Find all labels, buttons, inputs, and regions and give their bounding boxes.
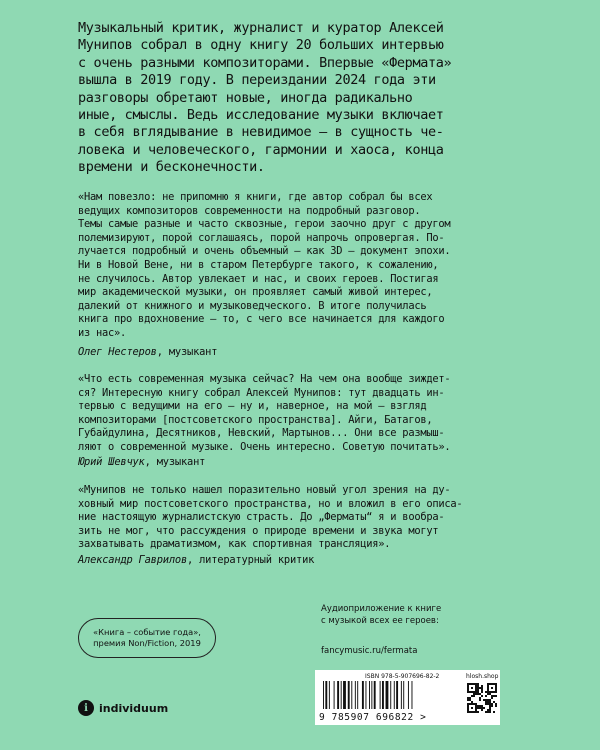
award-line-2: премия Non/Fiction, 2019 bbox=[93, 638, 201, 648]
author-name-1: Олег Нестеров bbox=[78, 346, 157, 358]
shop-url: hlosh.shop bbox=[466, 673, 499, 680]
quote-text-1: «Нам повезло: не припомню я книги, где автор собрал бы всех ведущих композиторов современности на подробный разговор. Темы самые разные и часто сквозные, герои заочно друг с другом полемизируют, порой соглашаясь, порой напрочь опровергая. По- лучается подробный и очень объемный – как 3D – документ эпохи. Ни в Новой Вене, ни в старом Петербурге такого, к сожалению, не случилось. Автор увлекает и нас, и своих героев. Постигая мир академической музыки, он проявляет самый живой интерес, далекий от книжного и музыковедческого. В итоге получилась книга про вдохновение – то, с чего все начинается для каждого из нас». bbox=[78, 191, 451, 339]
author-role-1: , музыкант bbox=[156, 346, 218, 358]
barcode-digits: 9 785907 696822 > bbox=[319, 712, 427, 723]
publisher-logo bbox=[78, 700, 168, 716]
author-role-3: , литературный критик bbox=[187, 554, 315, 566]
quote-author-1 bbox=[78, 346, 217, 359]
publisher-logo-icon: i bbox=[78, 700, 94, 716]
audio-supplement-text: Аудиоприложение к книге с музыкой всех ее героев: bbox=[321, 604, 442, 626]
publisher-name: individuum bbox=[99, 701, 169, 715]
author-name-3: Александр Гаврилов bbox=[78, 554, 188, 566]
qr-code-icon[interactable] bbox=[467, 683, 497, 713]
quote-text-2: «Что есть современная музыка сейчас? На чем она вообще зиждет- ся? Интересную книгу собрал Алексей Мунипов: тут двадцать ин- тервью с ведущими на его – ну и, наверное, на мой – взгляд композиторами [постсоветского пространства]. Айги, Батагов, Губайдулина, Десятников, Невский, Мартынов... Они все размыш- ляют о современной музыке. Очень интересно. Советую почитать». bbox=[78, 373, 451, 453]
intro-paragraph: Музыкальный критик, журналист и куратор Алексей Мунипов собрал в одну книгу 20 больших интервью с очень разными композиторами. Впервые «Фермата» вышла в 2019 году. В переиздании 2024 года эти разговоры обретают новые, иногда радикально иные, смыслы. Ведь исследование музыки включает в себя вглядывание в невидимое – в сущность че- ловека и человеческого, гармонии и хаоса, конца времени и бесконечности. bbox=[78, 20, 452, 176]
isbn-number: ISBN 978-5-907696-82-2 bbox=[365, 673, 440, 680]
audio-supplement-link[interactable]: fancymusic.ru/fermata bbox=[321, 646, 418, 656]
author-name-2: Юрий Шевчук bbox=[78, 456, 145, 468]
barcode-sticker bbox=[315, 670, 500, 725]
award-line-1: «Книга – событие года», bbox=[93, 627, 201, 637]
award-badge bbox=[78, 618, 216, 658]
quote-author-3 bbox=[78, 554, 314, 567]
quote-author-2 bbox=[78, 456, 205, 469]
barcode-icon bbox=[321, 681, 456, 711]
author-role-2: , музыкант bbox=[144, 456, 206, 468]
quote-text-3: «Мунипов не только нашел поразительно новый угол зрения на ду- ховный мир постсоветского пространства, но и вложил в его описа- ние настоящую журналистскую страсть. До „Ферматы“ я и вообра- зить не мог, что рассуждения о природе времени и звука могут захватывать драматизмом, как спортивная трансляция». bbox=[78, 484, 463, 551]
